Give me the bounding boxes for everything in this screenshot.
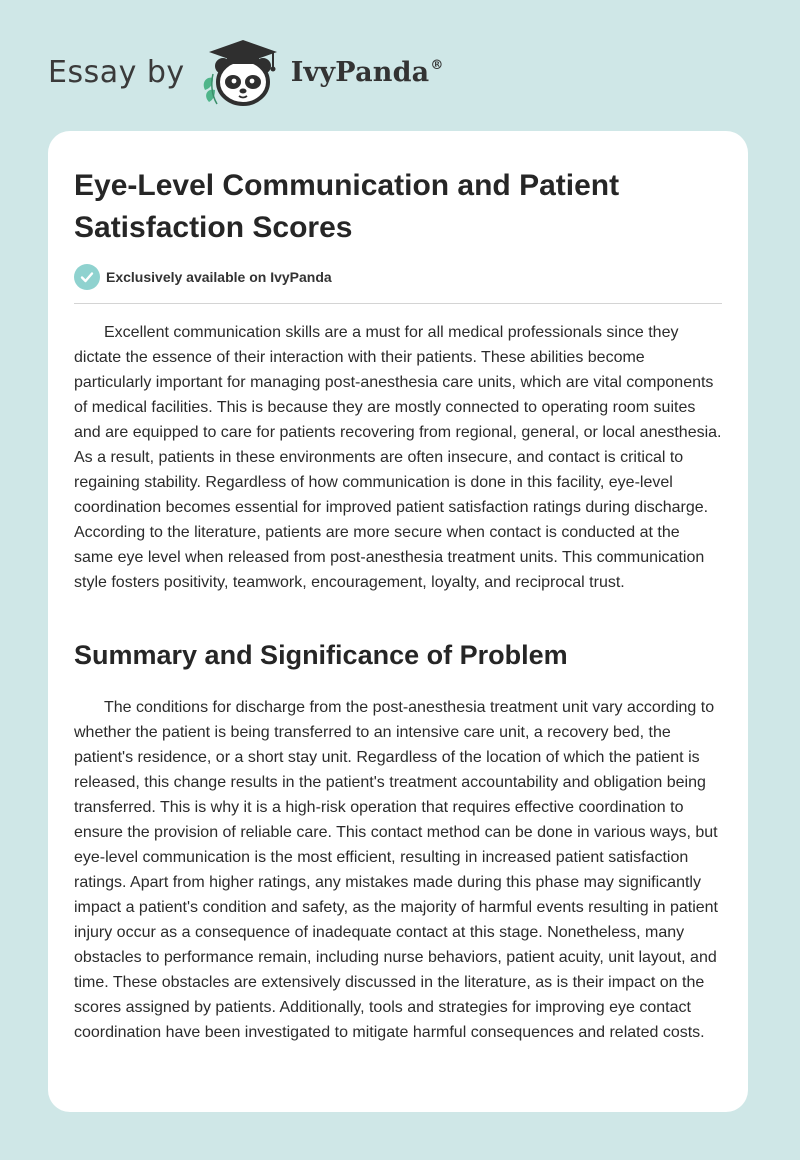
essay-by-label: Essay by [48, 54, 185, 90]
exclusive-badge [74, 264, 332, 290]
intro-paragraph: Excellent communication skills are a must for all medical professionals since they dictate the essence of their interaction with their patients. These abilities become particularly important for managing post-anesthesia care units, which are vital components of medical facilities. This is because they are mostly connected to operating room suites and are equipped to care for patients recovering from regional, general, or local anesthesia. As a result, patients in these environments are often insecure, and contact is critical to regaining stability. Regardless of how communication is done in this facility, eye-level coordination becomes essential for improved patient satisfaction ratings during discharge. According to the literature, patients are more secure when contact is conducted at the same eye level when released from post-anesthesia treatment units. This communication style fosters positivity, teamwork, encouragement, loyalty, and reciprocal trust. [74, 324, 722, 591]
essay-title: Eye-Level Communication and Patient Satisfaction Scores [74, 169, 620, 244]
essay-card [48, 131, 748, 1112]
divider [74, 303, 722, 304]
check-circle-icon [74, 264, 100, 290]
section-heading: Summary and Significance of Problem [74, 640, 568, 670]
site-header [48, 36, 444, 108]
summary-paragraph: The conditions for discharge from the post-anesthesia treatment unit vary according to whether the patient is being transferred to an intensive care unit, a recovery bed, the patient's residence, or a short stay unit. Regardless of the location of which the patient is released, this change results in the patient's treatment accountability and obligation being transferred. This is why it is a high-risk operation that requires effective coordination to ensure the provision of reliable care. This contact method can be done in various ways, but eye-level communication is the most efficient, resulting in increased patient satisfaction ratings. Apart from higher ratings, any mistakes made during this phase may significantly impact a patient's condition and safety, as the majority of harmful events resulting in patient injury occur as a consequence of inadequate contact at this stage. Nonetheless, many obstacles to performance remain, including nurse behaviors, patient acuity, unit layout, and time. These obstacles are extensively discussed in the literature, as is their impact on the scores assigned by patients. Additionally, tools and strategies for improving eye contact coordination have been investigated to mitigate harmful consequences and related costs. [74, 699, 718, 1041]
panda-graduate-icon [199, 36, 287, 108]
exclusive-label: Exclusively available on IvyPanda [106, 269, 332, 285]
brand-name: IvyPanda® [290, 56, 444, 88]
